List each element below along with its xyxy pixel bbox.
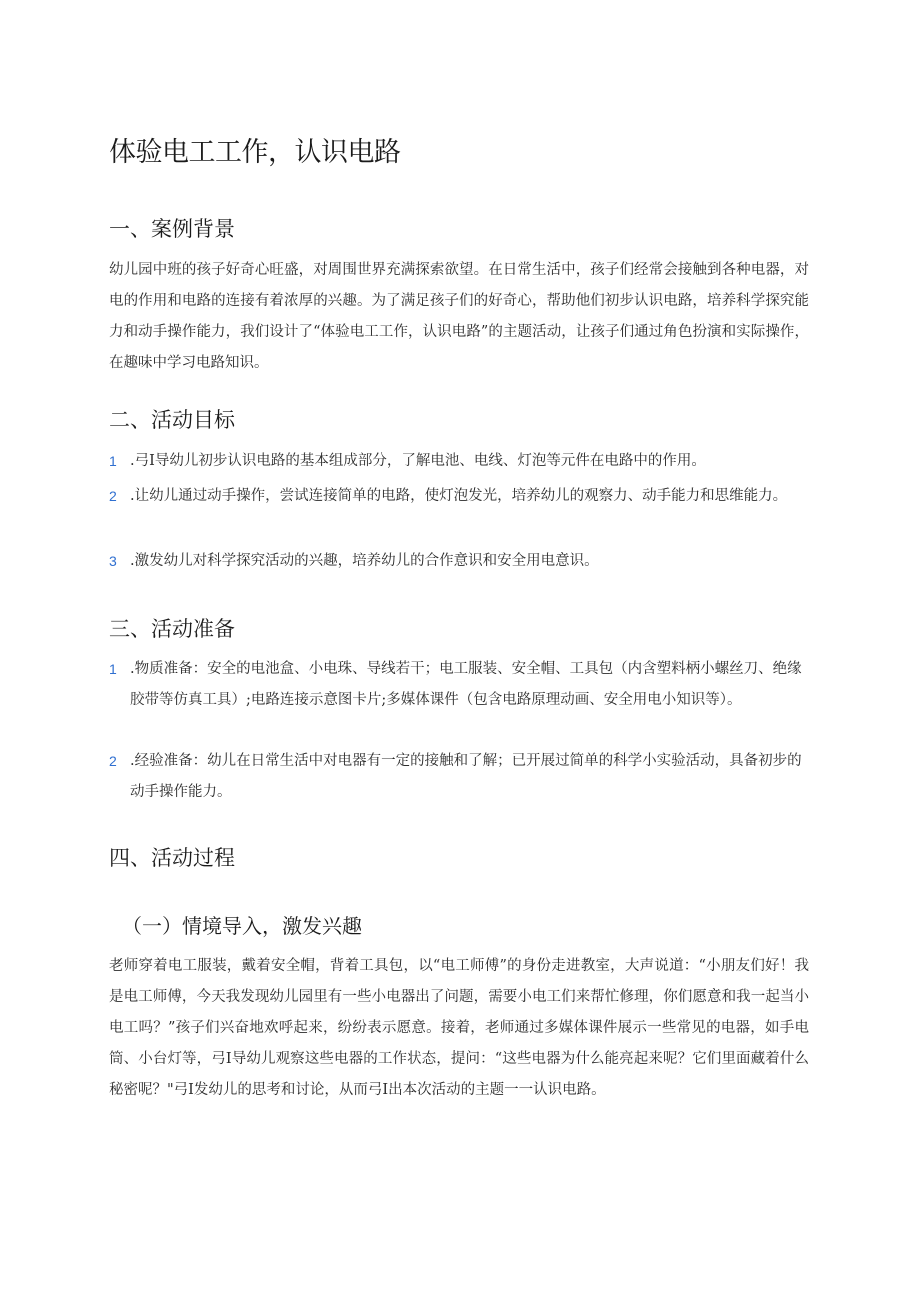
background-paragraph: 幼儿园中班的孩子好奇心旺盛，对周围世界充满探索欲望。在日常生活中，孩子们经常会接触到各种电器，对电的作用和电路的连接有着浓厚的兴趣。为了满足孩子们的好奇心，帮助他们初步认识电路，培养科学探究能力和动手操作能力，我们设计了“体验电工工作，认识电路”的主题活动，让孩子们通过角色扮演和实际操作，在趣味中学习电路知识。: [109, 262, 809, 371]
list-item-text: .让幼儿通过动手操作，尝试连接简单的电路，使灯泡发光，培养幼儿的观察力、动手能力和思维能力。: [130, 488, 788, 504]
list-item-number: 2: [109, 488, 117, 504]
list-item: [109, 481, 811, 512]
list-item: [109, 746, 811, 808]
subsection-heading-intro: （一）情境导入，激发兴趣: [122, 914, 362, 938]
list-item-number: 2: [109, 753, 117, 769]
document-title: 体验电工工作，认识电路: [109, 137, 401, 168]
list-item-text: .激发幼儿对科学探究活动的兴趣，培养幼儿的合作意识和安全用电意识。: [130, 553, 599, 569]
intro-paragraph: 老师穿着电工服装，戴着安全帽，背着工具包，以“电工师傅”的身份走进教室，大声说道：“小朋友们好！我是电工师傅，今天我发现幼儿园里有一些小电器出了问题，需要小电工们来帮忙修理，你们愿意和我一起当小电工吗？”孩子们兴奋地欢呼起来，纷纷表示愿意。接着，老师通过多媒体课件展示一些常见的电器，如手电筒、小台灯等，弓I导幼儿观察这些电器的工作状态，提问：“这些电器为什么能亮起来呢？它们里面藏着什么秘密呢？"弓I发幼儿的思考和讨论，从而弓I出本次活动的主题一一认识电路。: [109, 958, 809, 1098]
list-item: [109, 654, 811, 716]
list-item-number: 3: [109, 553, 117, 569]
section-heading-background: 一、案例背景: [109, 217, 235, 241]
list-item: [109, 546, 811, 577]
section-heading-preparation: 三、活动准备: [109, 617, 235, 641]
list-item-number: 1: [109, 661, 117, 677]
list-item-text: .物质准备：安全的电池盒、小电珠、导线若干；电工服装、安全帽、工具包（内含塑料柄小螺丝刀、绝缘胶带等仿真工具）;电路连接示意图卡片;多媒体课件（包含电路原理动画、安全用电小知识等）。: [130, 661, 802, 708]
section-heading-process: 四、活动过程: [109, 846, 235, 870]
section-heading-objectives: 二、活动目标: [109, 408, 235, 432]
list-item-text: .经验准备：幼儿在日常生活中对电器有一定的接触和了解；已开展过简单的科学小实验活动，具备初步的动手操作能力。: [130, 753, 802, 800]
list-item: [109, 446, 811, 477]
list-item-number: 1: [109, 453, 117, 469]
list-item-text: .弓I导幼儿初步认识电路的基本组成部分，了解电池、电线、灯泡等元件在电路中的作用。: [130, 453, 706, 469]
